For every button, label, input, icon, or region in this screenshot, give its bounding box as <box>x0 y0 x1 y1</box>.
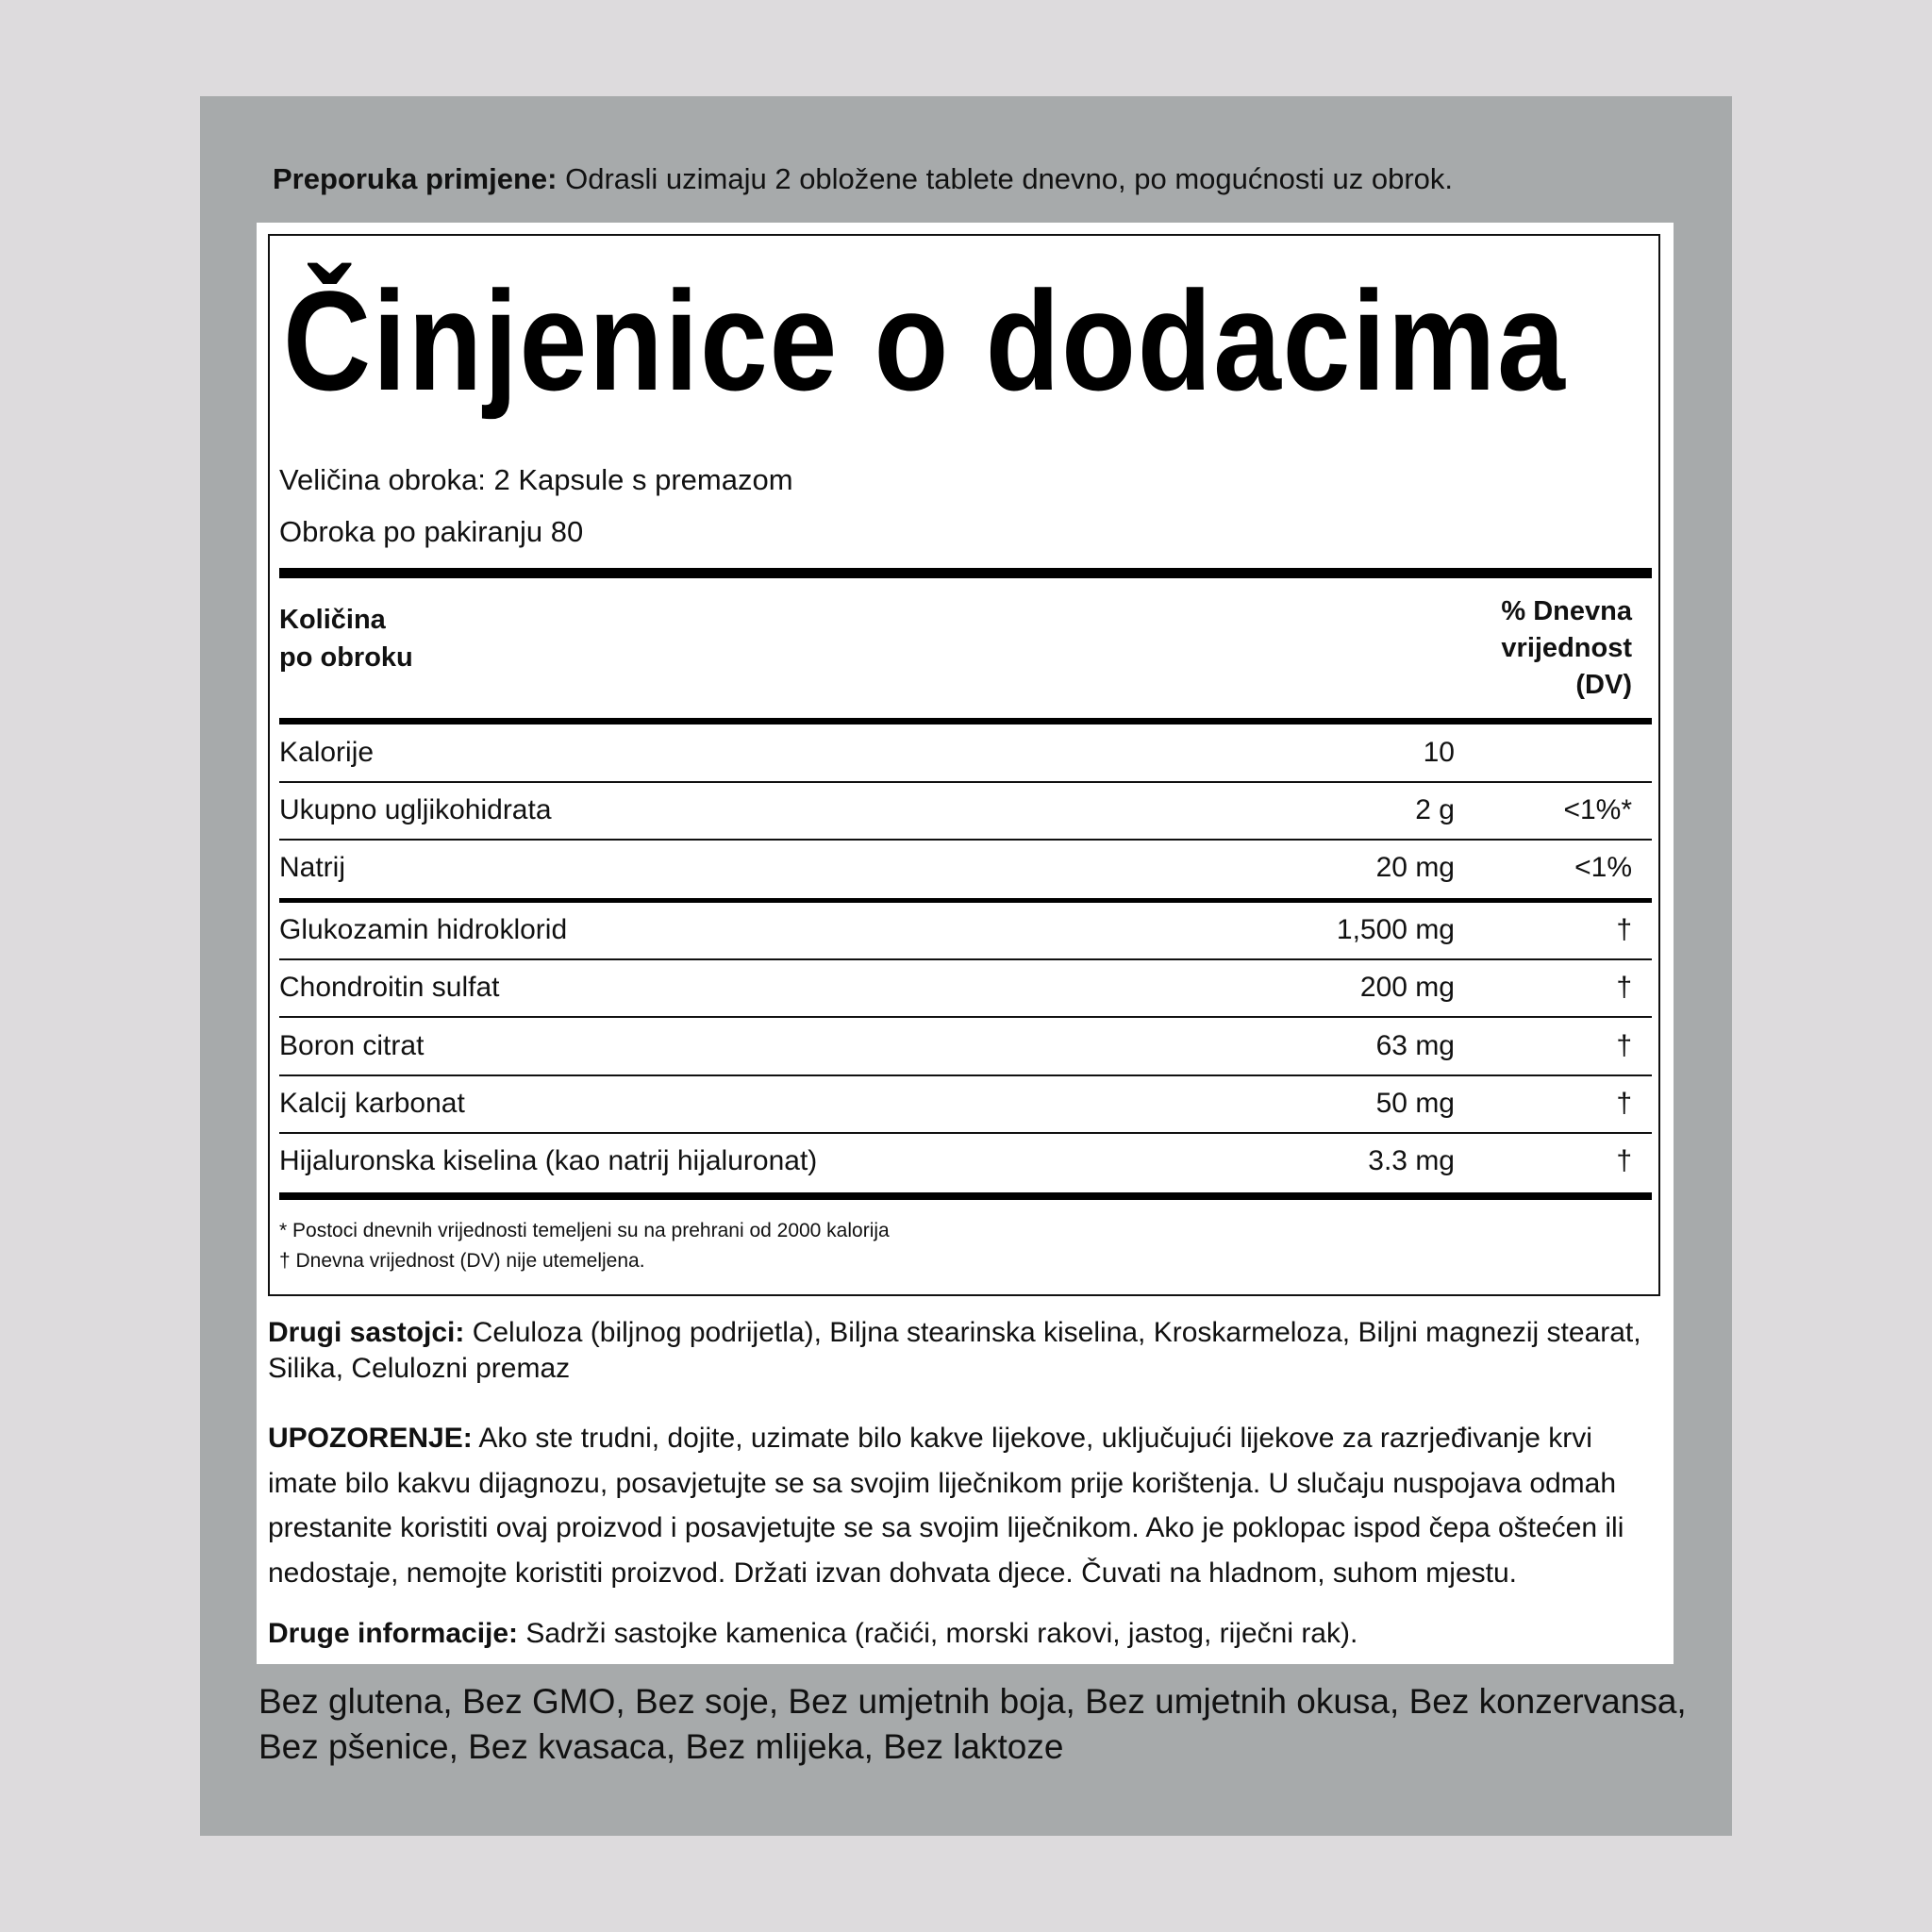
ingredient-dv: † <box>1616 1030 1632 1061</box>
dv-header-line2: vrijednost <box>1501 633 1632 663</box>
free-from-claims: Bez glutena, Bez GMO, Bez soje, Bez umjetnih boja, Bez umjetnih okusa, Bez konzervansa, Bez pšenice, Bez kvasaca, Bez mlijeka, Bez laktoze <box>258 1682 1687 1766</box>
row-divider <box>279 1016 1652 1018</box>
ingredient-name: Boron citrat <box>279 1030 425 1061</box>
servings-per-container: Obroka po pakiranju 80 <box>279 515 584 548</box>
warning-text: Ako ste trudni, dojite, uzimate bilo kakve lijekove, uključujući lijekove za razrjeđivanje krvi imate bilo kakvu dijagnozu, posavjetujte se sa svojim liječnikom prije korištenja. U slučaju nuspojava odmah prestanite koristiti ovaj proizvod i posavjetujte se sa svojim liječnikom. Ako je poklopac ispod čepa oštećen ili nedostaje, nemojte koristiti proizvod. Držati izvan dohvata djece. Čuvati na hladnom, suhom mjestu. <box>268 1423 1624 1589</box>
nutrient-dv: <1%* <box>1563 794 1632 825</box>
ingredient-amount: 63 mg <box>1375 1030 1455 1061</box>
ingredient-amount: 50 mg <box>1375 1088 1455 1119</box>
ingredient-dv: † <box>1616 1145 1632 1176</box>
ingredient-row <box>279 960 1652 1018</box>
ingredient-dv: † <box>1616 972 1632 1003</box>
warning-label: UPOZORENJE: <box>268 1423 473 1454</box>
nutrient-name: Natrij <box>279 852 346 883</box>
other-info-text: Sadrži sastojke kamenica (račići, morski rakovi, jastog, riječni rak). <box>518 1618 1358 1649</box>
nutrient-amount: 20 mg <box>1375 852 1455 883</box>
ingredient-amount: 1,500 mg <box>1336 914 1455 945</box>
thick-rule-header <box>279 718 1652 724</box>
ingredient-name: Kalcij karbonat <box>279 1088 465 1119</box>
ingredient-row <box>279 1076 1652 1134</box>
ingredient-amount: 3.3 mg <box>1368 1145 1455 1176</box>
ingredient-dv: † <box>1616 1088 1632 1119</box>
nutrient-amount: 10 <box>1423 737 1455 768</box>
nutrient-row <box>279 841 1652 898</box>
usage-text: Odrasli uzimaju 2 obložene tablete dnevno, po mogućnosti uz obrok. <box>557 162 1453 195</box>
dv-header-line3: (DV) <box>1575 670 1632 700</box>
dv-header-line1: % Dnevna <box>1501 596 1632 626</box>
thick-rule-top <box>279 568 1652 578</box>
amount-per-serving-header <box>279 601 413 676</box>
nutrient-row <box>279 725 1652 783</box>
ingredient-dv: † <box>1616 914 1632 945</box>
footnote-percent: * Postoci dnevnih vrijednosti temeljeni su na prehrani od 2000 kalorija <box>279 1220 890 1241</box>
ingredient-row <box>279 1134 1652 1191</box>
nutrient-row <box>279 783 1652 841</box>
usage-label: Preporuka primjene: <box>273 162 558 195</box>
other-information <box>268 1615 1660 1653</box>
other-info-label: Druge informacije: <box>268 1618 519 1649</box>
thick-rule-bottom <box>279 1192 1652 1200</box>
facts-title: Činjenice o dodacima <box>283 261 1567 420</box>
ingredient-amount: 200 mg <box>1359 972 1455 1003</box>
ingredient-name: Hijaluronska kiselina (kao natrij hijaluronat) <box>279 1145 818 1176</box>
amount-header-line1: Količina <box>279 605 386 635</box>
nutrient-dv: <1% <box>1574 852 1632 883</box>
other-ingredients-label: Drugi sastojci: <box>268 1317 465 1348</box>
nutrient-name: Ukupno ugljikohidrata <box>279 794 552 825</box>
ingredient-row <box>279 1019 1652 1076</box>
other-ingredients-text: Celuloza (biljnog podrijetla), Biljna stearinska kiselina, Kroskarmeloza, Biljni magnezij stearat, Silika, Celulozni premaz <box>268 1317 1641 1384</box>
nutrient-name: Kalorije <box>279 737 375 768</box>
ingredient-name: Glukozamin hidroklorid <box>279 914 568 945</box>
ingredient-row <box>279 903 1652 960</box>
warning <box>268 1416 1660 1595</box>
serving-size: Veličina obroka: 2 Kapsule s premazom <box>279 463 793 496</box>
footnote-dagger: † Dnevna vrijednost (DV) nije utemeljena. <box>279 1250 645 1272</box>
amount-header-line2: po obroku <box>279 642 413 673</box>
daily-value-header <box>1501 593 1632 704</box>
nutrient-amount: 2 g <box>1415 794 1455 825</box>
usage-directions <box>273 160 1453 198</box>
other-ingredients <box>268 1315 1660 1387</box>
ingredient-name: Chondroitin sulfat <box>279 972 500 1003</box>
